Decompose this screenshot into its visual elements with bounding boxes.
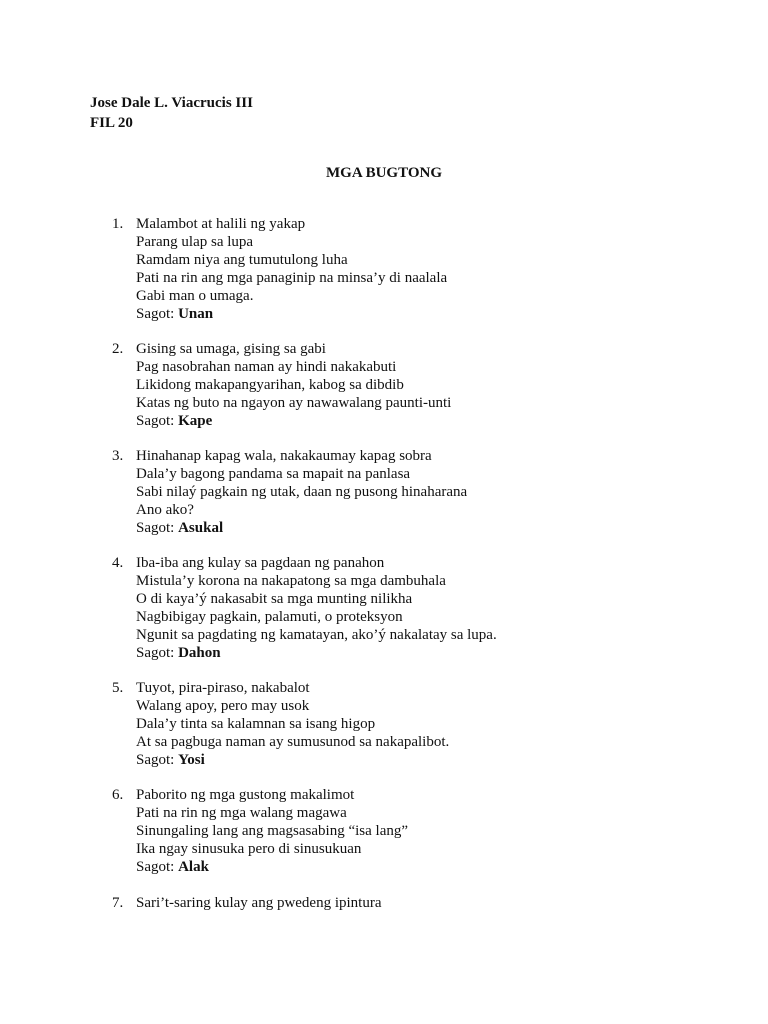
- riddle-line: Pati na rin ng mga walang magawa: [136, 805, 347, 822]
- riddle-line: Sari’t-saring kulay ang pwedeng ipintura: [136, 894, 382, 911]
- riddle-answer-line: [136, 306, 732, 324]
- riddle-answer: Unan: [178, 305, 214, 322]
- answer-label: Sagot:: [136, 859, 175, 876]
- riddle-answer-line: [136, 752, 732, 770]
- answer-label: Sagot:: [136, 751, 175, 768]
- riddle-answer: Kape: [178, 412, 213, 429]
- riddle-item: [112, 680, 732, 770]
- riddle-item: [112, 895, 732, 913]
- riddle-answer: Alak: [178, 859, 209, 876]
- answer-label: Sagot:: [136, 305, 175, 322]
- riddle-line: Sabi nilaý pagkain ng utak, daan ng pusong hinaharana: [136, 483, 468, 500]
- course-code: FIL 20: [90, 115, 133, 131]
- riddle-line: O di kaya’ý nakasabit sa mga munting nilikha: [136, 591, 413, 608]
- riddle-number: 3.: [112, 448, 124, 465]
- riddle-line: Mistula’y korona na nakapatong sa mga dambuhala: [136, 573, 446, 590]
- riddle-answer-line: [136, 645, 732, 663]
- riddle-number: 6.: [112, 787, 124, 804]
- riddle-line: Dala’y bagong pandama sa mapait na panlasa: [136, 466, 411, 483]
- riddle-line: Pati na rin ang mga panaginip na minsa’y di naalala: [136, 269, 448, 286]
- riddle-answer-line: [136, 859, 732, 877]
- riddle-number: 7.: [112, 894, 124, 911]
- page-title: MGA BUGTONG: [326, 165, 442, 181]
- riddle-item: [112, 341, 732, 431]
- riddle-line: Paborito ng mga gustong makalimot: [136, 787, 355, 804]
- riddle-item: [112, 216, 732, 323]
- riddle-line: Katas ng buto na ngayon ay nawawalang paunti-unti: [136, 394, 452, 411]
- riddle-answer: Dahon: [178, 644, 221, 661]
- riddle-item: [112, 787, 732, 877]
- riddle-line: Sinungaling lang ang magsasabing “isa lang”: [136, 823, 409, 840]
- riddle-line: Parang ulap sa lupa: [136, 233, 254, 250]
- riddle-line: Ika ngay sinusuka pero di sinusukuan: [136, 841, 362, 858]
- riddle-list: [112, 216, 732, 930]
- riddle-line: Gising sa umaga, gising sa gabi: [136, 341, 326, 358]
- riddle-item: [112, 448, 732, 538]
- riddle-answer-line: [136, 413, 732, 431]
- answer-label: Sagot:: [136, 644, 175, 661]
- riddle-number: 4.: [112, 555, 124, 572]
- answer-label: Sagot:: [136, 412, 175, 429]
- riddle-line: Nagbibigay pagkain, palamuti, o proteksyon: [136, 609, 403, 625]
- riddle-answer: Asukal: [178, 519, 224, 536]
- answer-label: Sagot:: [136, 519, 175, 536]
- riddle-line: Ramdam niya ang tumutulong luha: [136, 251, 348, 268]
- riddle-number: 2.: [112, 341, 124, 358]
- riddle-line: Dala’y tinta sa kalamnan sa isang higop: [136, 716, 376, 733]
- author-block: [90, 93, 253, 133]
- author-name: Jose Dale L. Viacrucis III: [90, 95, 253, 111]
- riddle-line: Ano ako?: [136, 501, 194, 518]
- riddle-line: Likidong makapangyarihan, kabog sa dibdib: [136, 376, 404, 393]
- riddle-line: Tuyot, pira-piraso, nakabalot: [136, 680, 310, 697]
- riddle-line: Hinahanap kapag wala, nakakaumay kapag sobra: [136, 448, 432, 465]
- riddle-number: 5.: [112, 680, 124, 697]
- riddle-line: Iba-iba ang kulay sa pagdaan ng panahon: [136, 555, 385, 572]
- riddle-answer: Yosi: [178, 751, 205, 768]
- riddle-line: Gabi man o umaga.: [136, 287, 254, 304]
- riddle-line: At sa pagbuga naman ay sumusunod sa nakapalibot.: [136, 734, 450, 751]
- riddle-line: Pag nasobrahan naman ay hindi nakakabuti: [136, 358, 397, 375]
- riddle-item: [112, 555, 732, 662]
- riddle-number: 1.: [112, 216, 124, 232]
- riddle-line: Walang apoy, pero may usok: [136, 698, 310, 715]
- riddle-line: Ngunit sa pagdating ng kamatayan, ako’ý nakalatay sa lupa.: [136, 626, 497, 643]
- riddle-answer-line: [136, 520, 732, 538]
- riddle-line: Malambot at halili ng yakap: [136, 216, 306, 232]
